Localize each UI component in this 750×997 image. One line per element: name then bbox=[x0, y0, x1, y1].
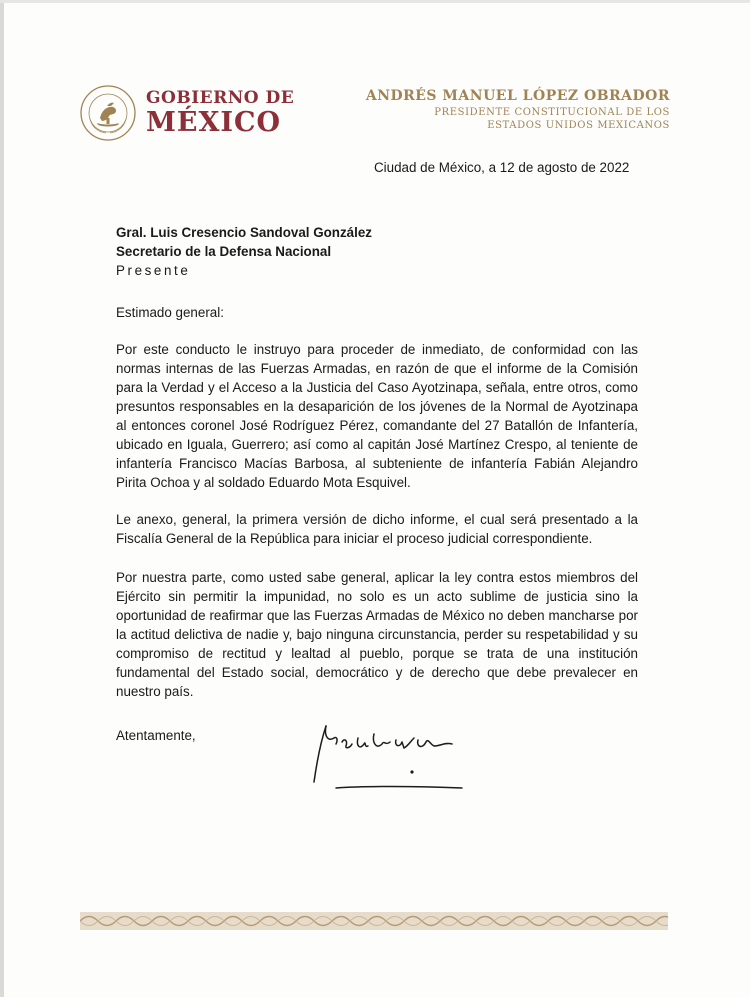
government-logo bbox=[146, 90, 294, 136]
gov-line2: MÉXICO bbox=[146, 107, 282, 138]
recipient-title: Secretario de la Defensa Nacional bbox=[116, 244, 332, 259]
president-title-line2: ESTADOS UNIDOS MEXICANOS bbox=[487, 119, 670, 131]
coat-of-arms-icon bbox=[80, 85, 136, 141]
president-name: ANDRÉS MANUEL LÓPEZ OBRADOR bbox=[365, 88, 670, 104]
page-edge bbox=[0, 0, 4, 997]
gov-line1: GOBIERNO DE bbox=[146, 88, 295, 108]
greeting: Estimado general: bbox=[116, 305, 224, 320]
signature bbox=[304, 712, 474, 796]
page-edge-top bbox=[0, 0, 750, 3]
presente-label: Presente bbox=[116, 263, 191, 278]
paragraph-3: Por nuestra parte, como usted sabe general, aplicar la ley contra estos miembros del Ejército sin permitir la impunidad, no solo es un acto sublime de justicia sino la oportunidad de reafirmar que las Fuerzas Armadas de México no deben mancharse por la actitud delictiva de nadie y, bajo ninguna circunstancia, perder su respetabilidad y su compromiso de rectitud y lealtad al pueblo, porque se trata de una institución fundamental del Estado social, democrático y de derecho que debe prevalecer en nuestro país. bbox=[116, 570, 638, 699]
letter-date: Ciudad de México, a 12 de agosto de 2022 bbox=[374, 160, 630, 175]
letterhead-president bbox=[366, 88, 670, 132]
recipient-name: Gral. Luis Cresencio Sandoval González bbox=[116, 225, 372, 240]
president-title-line1: PRESIDENTE CONSTITUCIONAL DE LOS bbox=[434, 107, 670, 118]
footer-ornament bbox=[80, 912, 668, 930]
recipient-block bbox=[116, 223, 638, 280]
paragraph-2: Le anexo, general, la primera versión de dicho informe, el cual será presentado a la Fiscalía General de la República para iniciar el proceso judicial correspondiente. bbox=[116, 512, 638, 546]
closing: Atentamente, bbox=[116, 728, 196, 743]
president-title bbox=[366, 107, 670, 132]
paragraph-1: Por este conducto le instruyo para proceder de inmediato, de conformidad con las normas internas de las Fuerzas Armadas, en razón de que el informe de la Comisión para la Verdad y el Acceso a la Justicia del Caso Ayotzinapa, señala, entre otros, como presuntos responsables en la desaparición de los jóvenes de la Normal de Ayotzinapa al entonces coronel José Rodríguez Pérez, comandante del 27 Batallón de Infantería, ubicado en Iguala, Guerrero; así como al capitán José Martínez Crespo, al teniente de infantería Francisco Macías Barbosa, al subteniente de infantería Fabián Alejandro Pirita Ochoa y al soldado Eduardo Mota Esquivel. bbox=[116, 342, 638, 490]
